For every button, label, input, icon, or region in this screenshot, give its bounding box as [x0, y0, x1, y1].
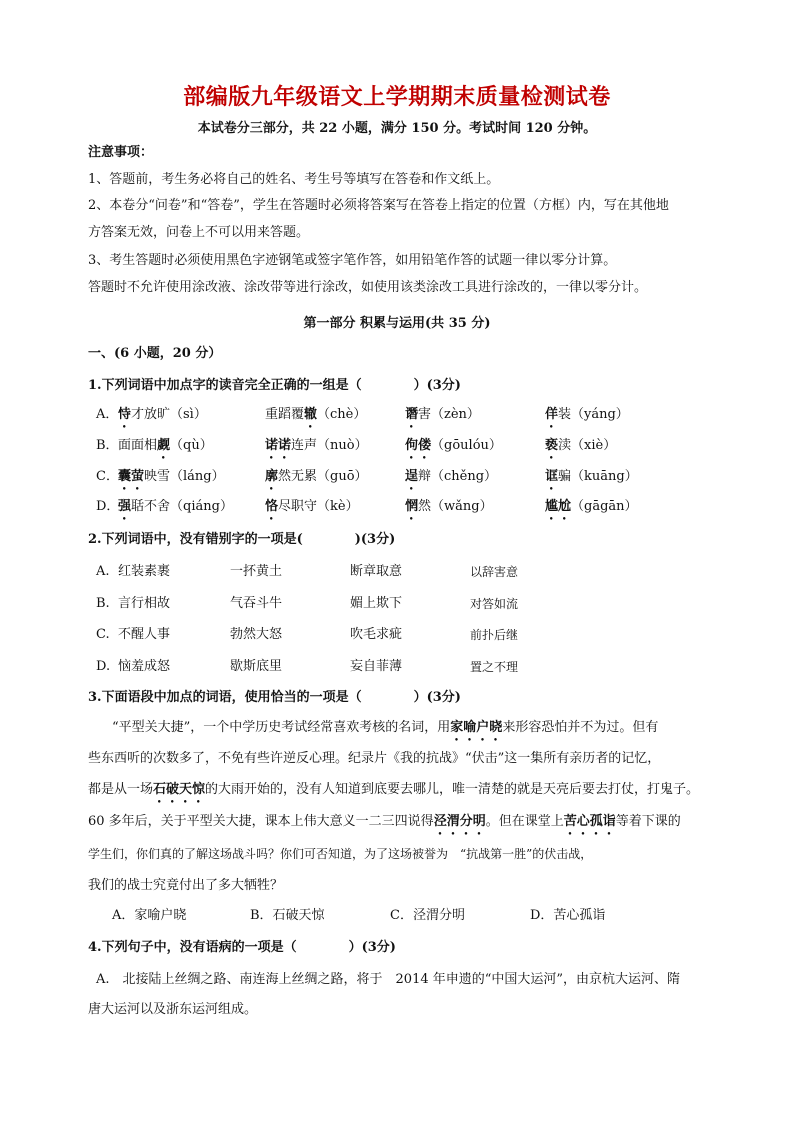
q4-option-a-line-1: A. 北接陆上丝绸之路、南连海上丝绸之路，将于 2014 年申遗的“中国大运河”，由京杭大运河、隋 — [96, 972, 681, 987]
exam-subtitle: 本试卷分三部分，共 22 小题，满分 150 分。考试时间 120 分钟。 — [197, 121, 597, 136]
q1-dotted-char: 惘 — [405, 499, 419, 514]
q1-item-text: 渎（xiè） — [558, 438, 617, 453]
q2-option-item: 勃然大怒 — [230, 627, 283, 642]
notice-line-5: 答题时不允许使用涂改液、涂改带等进行涂改，如使用该类涂改工具进行涂改的，一律以零分计。 — [88, 280, 648, 295]
q2-option-item: 妄自菲薄 — [350, 659, 403, 674]
q1-item-text: 然无累（guō） — [278, 469, 368, 484]
q3-dotted-term: 泾渭分明 — [433, 814, 486, 829]
q2-option-item: 前扑后继 — [470, 628, 519, 642]
q3-passage-text: 。但在课堂上 — [485, 814, 564, 829]
q2-option-item: 气吞斗牛 — [230, 596, 283, 611]
q2-option-item: 置之不理 — [470, 660, 519, 674]
q4-stem: 4.下列句子中，没有语病的一项是（ ）(3分) — [88, 940, 396, 955]
q1-option-item — [545, 498, 638, 523]
q1-dotted-char: 诓 — [545, 469, 559, 484]
q1-dotted-char: 亵 — [545, 438, 559, 453]
q2-option-item: 红装素裹 — [118, 564, 171, 579]
q1-item-text: 才放旷（sì） — [131, 407, 207, 422]
q1-option-item — [405, 498, 493, 523]
q2-option-item: 断章取意 — [350, 564, 403, 579]
q1-item-text: （gōulóu） — [431, 438, 502, 453]
q2-option-item: 不醒人事 — [118, 627, 171, 642]
part1-heading: 第一部分 积累与运用(共 35 分) — [303, 316, 491, 331]
q1-option-item — [265, 406, 366, 431]
section-1-heading: 一、(6 小题，20 分） — [88, 346, 222, 361]
q1-dotted-char: 辙 — [304, 407, 318, 422]
q3-option-d: D．苦心孤诣 — [530, 908, 606, 923]
q3-passage-line-6: 我们的战士究竟付出了多大牺牲？ — [88, 878, 284, 893]
q2-option-label: D. — [96, 659, 111, 674]
q1-option-item — [265, 498, 359, 523]
q1-item-text: 辩（chěng） — [418, 469, 498, 484]
q2-option-item: 以辞害意 — [470, 565, 519, 579]
notice-line-4: 3、考生答题时必须使用黑色字迹钢笔或签字笔作答，如用铅笔作答的试题一律以零分计算。 — [88, 253, 617, 268]
exam-title: 部编版九年级语文上学期期末质量检测试卷 — [183, 85, 611, 110]
q2-option-item: 恼羞成怒 — [118, 659, 171, 674]
q3-passage-text: “平型关大捷”，一个中学历史考试经常喜欢考核的名词，用 — [112, 720, 451, 735]
q1-option-item — [118, 468, 225, 493]
notice-heading: 注意事项： — [88, 145, 154, 160]
notice-line-2: 2、本卷分“问卷”和“答卷”，学生在答题时必须将答案写在答卷上指定的位置（方框）内，写在其他地 — [88, 198, 669, 213]
q3-option-a: A．家喻户晓 — [112, 908, 187, 923]
q1-dotted-char: 谮 — [405, 407, 419, 422]
q1-dotted-char: 觑 — [157, 438, 171, 453]
q1-item-text: （chè） — [317, 407, 367, 422]
q1-item-text: （gāgān） — [571, 499, 638, 514]
q1-item-text: 聒不舍（qiáng） — [131, 499, 233, 514]
q1-option-label: D． — [96, 499, 120, 514]
q2-option-item: 一抔黄土 — [230, 564, 283, 579]
q3-passage-line-4 — [88, 813, 681, 838]
q3-option-b: B．石破天惊 — [250, 908, 325, 923]
q1-option-item — [545, 468, 638, 493]
q1-option-item — [265, 437, 368, 462]
q1-item-text: 装（yáng） — [558, 407, 629, 422]
q1-option-label: C． — [96, 469, 119, 484]
q1-item-text: 重蹈覆 — [265, 407, 305, 422]
q2-option-item: 对答如流 — [470, 597, 519, 611]
q4-option-a-line-2: 唐大运河以及浙东运河组成。 — [88, 1002, 258, 1017]
q1-option-item — [405, 437, 502, 462]
q1-item-text: （qù） — [170, 438, 213, 453]
q1-dotted-char: 恃 — [118, 407, 132, 422]
q3-passage-text: 都是从一场 — [88, 782, 154, 797]
notice-line-1: 1、答题前，考生务必将自己的姓名、考生号等填写在答卷和作文纸上。 — [88, 172, 500, 187]
q3-passage-text: 些东西听的次数多了，不免有些许逆反心理。纪录片《我的抗战》“伏击”这一集所有亲历者的记忆， — [88, 751, 661, 766]
q2-option-item: 言行相故 — [118, 596, 171, 611]
q3-passage-line-5: 学生们，你们真的了解这场战斗吗？你们可否知道，为了这场被誉为 “抗战第一胜”的伏击战， — [88, 847, 593, 861]
notice-line-3: 方答案无效，问卷上不可以用来答题。 — [88, 225, 310, 240]
q2-option-label: C. — [96, 627, 110, 642]
q2-option-label: A. — [96, 564, 110, 579]
q3-passage-line-2 — [88, 750, 660, 768]
q3-passage-text: 的大雨开始的，没有人知道到底要去哪儿，唯一清楚的就是天亮后要去打仗，打鬼子。 — [205, 782, 700, 797]
q1-dotted-char: 诺诺 — [265, 438, 292, 453]
q1-option-item — [118, 406, 207, 431]
q3-dotted-term: 家喻户晓 — [450, 720, 503, 735]
q1-dotted-char: 恪 — [265, 499, 279, 514]
q1-dotted-char: 尴尬 — [545, 499, 572, 514]
q1-item-text: 连声（nuò） — [291, 438, 368, 453]
q1-dotted-char: 逞 — [405, 469, 419, 484]
q1-item-text: 尽职守（kè） — [278, 499, 359, 514]
q1-item-text: 映雪（láng） — [144, 469, 225, 484]
q1-option-item — [545, 406, 629, 431]
q1-item-text: 害（zèn） — [418, 407, 480, 422]
q1-option-item — [265, 468, 368, 493]
q1-dotted-char: 佯 — [545, 407, 559, 422]
q1-item-text: 骗（kuāng） — [558, 469, 638, 484]
q2-option-item: 媚上欺下 — [350, 596, 403, 611]
q1-dotted-char: 强 — [118, 499, 132, 514]
q1-item-text: 然（wǎng） — [418, 499, 493, 514]
q1-option-label: A． — [96, 407, 119, 422]
q3-stem: 3.下面语段中加点的词语，使用恰当的一项是（ ）(3分) — [88, 690, 461, 705]
q1-option-item — [118, 498, 233, 523]
q3-passage-text: 来形容恐怕并不为过。但有 — [502, 720, 659, 735]
q3-option-c: C．泾渭分明 — [390, 908, 465, 923]
q1-option-item — [405, 468, 497, 493]
q3-dotted-term: 石破天惊 — [153, 782, 206, 797]
q1-dotted-char: 佝偻 — [405, 438, 432, 453]
q2-option-item: 歇斯底里 — [230, 659, 283, 674]
q2-option-label: B. — [96, 596, 110, 611]
q3-passage-line-3 — [88, 781, 699, 806]
q1-option-item — [545, 437, 616, 462]
q2-stem: 2.下列词语中，没有错别字的一项是( )(3分) — [88, 532, 396, 547]
q2-option-item: 吹毛求疵 — [350, 627, 403, 642]
q3-passage-line-1 — [112, 719, 658, 744]
q1-option-label: B． — [96, 438, 119, 453]
q3-dotted-term: 苦心孤诣 — [563, 814, 616, 829]
q1-dotted-char: 廓 — [265, 469, 279, 484]
q1-item-text: 面面相 — [118, 438, 158, 453]
q3-passage-text: 等着下课的 — [615, 814, 681, 829]
q3-passage-text: 60 多年后，关于平型关大捷，课本上伟大意义一二三四说得 — [88, 814, 434, 829]
q1-option-item — [118, 437, 213, 462]
q1-stem: 1.下列词语中加点字的读音完全正确的一组是（ ）(3分) — [88, 378, 461, 393]
q1-dotted-char: 囊萤 — [118, 469, 145, 484]
q1-option-item — [405, 406, 480, 431]
